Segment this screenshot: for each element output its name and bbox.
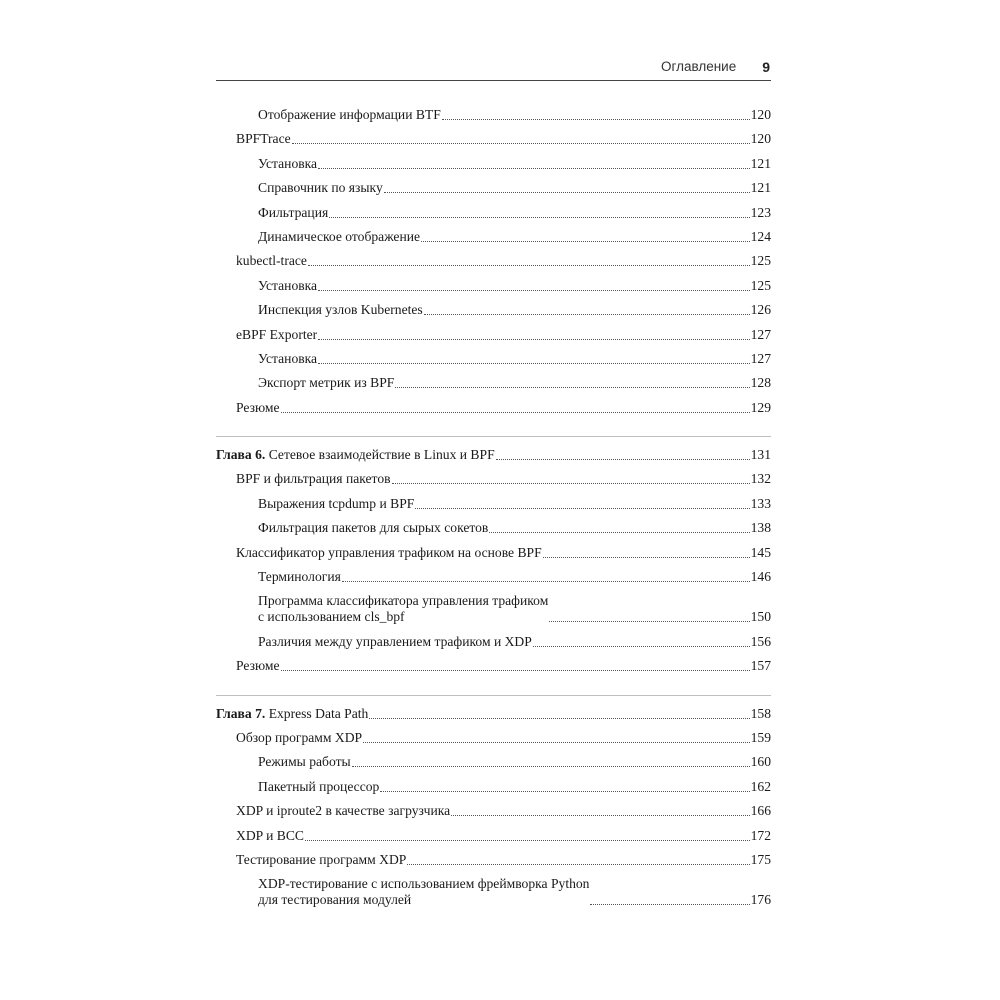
dot-leader [392,483,750,484]
toc-page-number: 158 [750,705,771,721]
toc-page-number: 138 [750,520,771,536]
toc-entry-label [236,131,291,147]
toc-entry-label [236,400,280,416]
toc-entry-title-continued: с использованием cls_bpf [258,609,405,625]
header-title: Оглавление [660,59,737,74]
toc-entry[interactable] [216,131,771,147]
toc-entry-title: Отображение информации BTF [258,107,441,122]
toc-page-number: 120 [750,107,771,122]
toc-entry-title: Сетевое взаимодействие в Linux и BPF [268,447,495,463]
toc-entry-label [258,496,414,512]
dot-leader [352,766,750,767]
toc-page-number: 125 [750,253,771,269]
toc-page-number: 121 [750,180,771,196]
toc-entry-title: XDP и BCC [236,827,304,843]
toc-entry-label [258,180,383,196]
toc-page-number: 150 [750,609,771,625]
dot-leader [369,718,749,719]
toc-page-number: 157 [750,658,771,674]
dot-leader [318,363,750,364]
toc-entry[interactable] [216,327,771,343]
toc-entry-title: Обзор программ XDP [236,729,363,745]
toc-entry[interactable] [216,302,771,318]
toc-entry-label [236,730,362,746]
dot-leader [415,508,749,509]
toc-entry-label [258,754,351,770]
toc-entry-title: Фильтрация [258,204,329,220]
toc-entry[interactable] [216,593,771,625]
dot-leader [329,217,749,218]
toc-entry-title: Различия между управлением трафиком и XDP [258,633,532,649]
toc-entry-label [236,471,391,487]
toc-page-number: 125 [750,277,771,293]
toc-entry-label [258,351,317,367]
dot-leader [549,621,749,622]
toc-entry-title: Резюме [236,658,280,674]
toc-page-number: 159 [750,729,771,745]
toc-entry-title: Классификатор управления трафиком на основе BPF [236,544,542,560]
toc-page-number: 127 [750,326,771,342]
chapter-gap [216,424,771,436]
chapter-gap [216,683,771,695]
toc-entry-title: kubectl-trace [236,253,307,269]
toc-entry[interactable] [216,730,771,746]
toc-entry-label [258,634,532,650]
toc-page-number: 162 [750,778,771,794]
toc-page-number: 131 [750,447,771,463]
toc-entry[interactable] [216,569,771,585]
toc-entry[interactable] [216,400,771,416]
toc-page-number: 172 [750,827,771,843]
toc-entry-title: Справочник по языку [258,180,383,196]
toc-page-number: 132 [750,471,771,487]
toc-entry[interactable] [216,351,771,367]
toc-page-number: 156 [750,633,771,649]
dot-leader [380,791,749,792]
dot-leader [308,265,750,266]
dot-leader [590,904,749,905]
toc-page-number: 133 [750,495,771,511]
toc-entry-label [258,156,317,172]
toc-entry[interactable] [216,229,771,245]
toc-entry-title: Терминология [258,569,341,585]
dot-leader [363,742,750,743]
toc-entry-label [236,852,406,868]
toc-entry-title: Пакетный процессор [258,778,380,794]
toc-entry-title: Программа классификатора управления трафиком [258,593,549,609]
toc-page-number: 126 [750,302,771,318]
toc-entry[interactable] [216,375,771,391]
dot-leader [489,532,749,533]
toc-entry[interactable] [216,156,771,172]
toc-page-number: 128 [750,375,771,391]
toc-entry-label [258,520,488,536]
toc-entry-label [236,253,307,269]
dot-leader [451,815,749,816]
toc-entry-title: Инспекция узлов Kubernetes [258,302,423,318]
toc-entry-label [216,706,368,722]
chapter-separator [216,695,771,696]
toc-chapter-entry[interactable] [216,447,771,463]
toc-entry-title: Тестирование программ XDP [236,851,407,867]
toc-entry[interactable] [216,634,771,650]
dot-leader [342,581,750,582]
toc-entry-label [236,803,450,819]
toc-entry[interactable] [216,471,771,487]
toc-entry-title: Express Data Path [268,705,369,721]
toc-entry-label [258,569,341,585]
toc-entry-label [258,779,379,795]
toc-entry[interactable] [216,520,771,536]
chapter-number: Глава 6. [216,447,266,463]
toc-page-number: 120 [750,131,771,147]
toc-entry[interactable] [216,828,771,844]
toc-entry[interactable] [216,876,771,908]
toc-entry-title: Динамическое отображение [258,228,421,244]
toc-entry-label [258,593,548,625]
toc-entry-title: eBPF Exporter [236,326,318,342]
toc-entry-title: Фильтрация пакетов для сырых сокетов [258,520,489,536]
toc-entry[interactable] [216,754,771,770]
dot-leader [305,840,750,841]
toc-page-number: 121 [750,155,771,171]
toc-page-number: 146 [750,569,771,585]
toc-entry[interactable] [216,658,771,674]
toc-entry-label [258,205,328,221]
toc-chapter-entry[interactable] [216,706,771,722]
toc-entry[interactable] [216,803,771,819]
dot-leader [318,168,750,169]
toc-entry-title-continued: для тестирования модулей [258,892,412,908]
toc-entry[interactable] [216,545,771,561]
toc-entry-title: BPF и фильтрация пакетов [236,471,391,487]
toc-entry-label [236,828,304,844]
dot-leader [318,290,750,291]
toc-entry[interactable] [216,779,771,795]
toc-entry[interactable] [216,205,771,221]
dot-leader [395,387,749,388]
dot-leader [281,670,750,671]
toc-entry-label [216,447,495,463]
toc-page-number: 124 [750,228,771,244]
toc-page-number: 145 [750,544,771,560]
dot-leader [281,412,750,413]
dot-leader [424,314,750,315]
dot-leader [318,339,749,340]
toc-entry-title: Установка [258,350,318,366]
table-of-contents [216,107,771,917]
toc-entry-title: Установка [258,277,318,293]
toc-page-number: 176 [750,892,771,908]
toc-entry-label [258,375,394,391]
toc-page-number: 127 [750,350,771,366]
toc-entry-title: Резюме [236,399,280,415]
toc-entry-label [258,278,317,294]
toc-entry-label [236,545,542,561]
dot-leader [421,241,750,242]
dot-leader [533,646,750,647]
chapter-separator [216,436,771,437]
dot-leader [407,864,749,865]
toc-page-number: 129 [750,399,771,415]
dot-leader [543,557,750,558]
toc-page-number: 175 [750,851,771,867]
running-header [216,58,771,81]
toc-entry[interactable] [216,852,771,868]
toc-entry-label [236,327,317,343]
dot-leader [384,192,750,193]
toc-entry-title: XDP-тестирование с использованием фреймворка Python [258,876,590,892]
toc-entry-title: Режимы работы [258,754,351,770]
dot-leader [292,143,750,144]
header-page-number: 9 [762,59,770,75]
toc-entry-title: XDP и iproute2 в качестве загрузчика [236,803,451,819]
toc-entry[interactable] [216,107,771,123]
toc-entry[interactable] [216,278,771,294]
toc-entry-label [258,229,420,245]
toc-entry-title: Экспорт метрик из BPF [258,375,395,391]
dot-leader [442,119,750,120]
toc-entry-title: Выражения tcpdump и BPF [258,495,415,511]
toc-page-number: 166 [750,803,771,819]
toc-entry-label [258,876,589,908]
toc-entry[interactable] [216,496,771,512]
toc-entry-label [258,302,423,318]
toc-entry[interactable] [216,253,771,269]
toc-entry-label [258,107,441,123]
dot-leader [496,459,750,460]
toc-page-number: 123 [750,204,771,220]
toc-entry-label [236,658,280,674]
chapter-number: Глава 7. [216,705,266,721]
toc-entry-title: Установка [258,155,318,171]
toc-entry[interactable] [216,180,771,196]
toc-page-number: 160 [750,754,771,770]
toc-entry-title: BPFTrace [236,131,291,147]
